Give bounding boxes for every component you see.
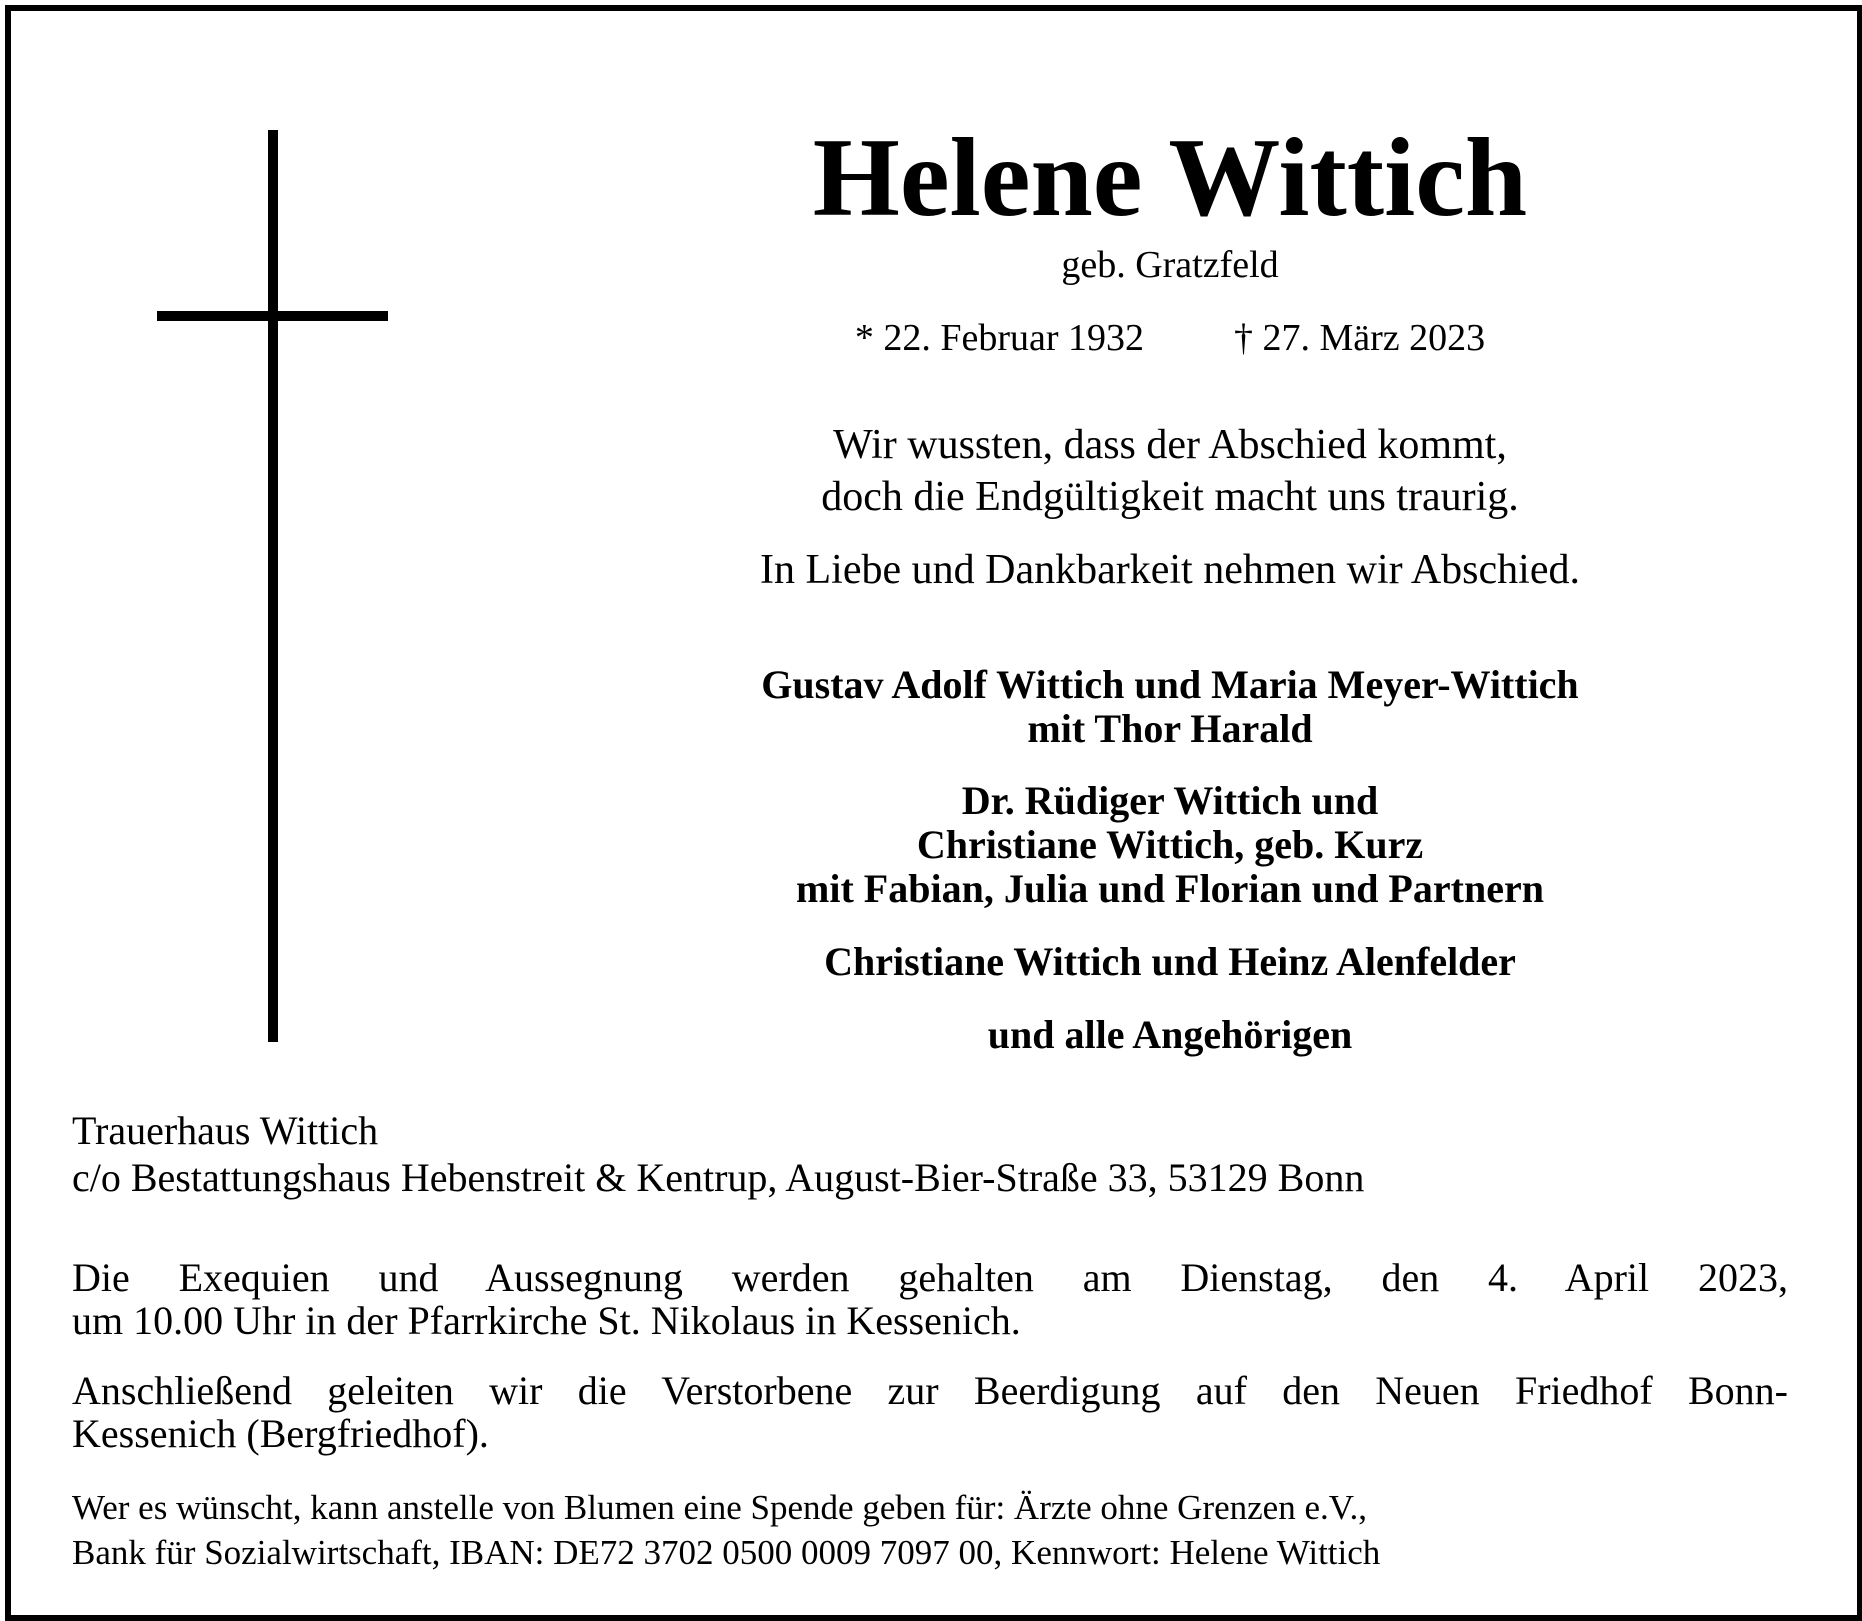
- cross-icon: [268, 130, 278, 1042]
- burial-info: [72, 1369, 1788, 1455]
- service-line: um 10.00 Uhr in der Pfarrkirche St. Nikolaus in Kessenich.: [72, 1298, 1021, 1343]
- burial-line: Anschließend geleiten wir die Verstorbene zur Beerdigung auf den Neuen Friedhof Bonn-: [72, 1368, 1788, 1413]
- mourner-line: Dr. Rüdiger Wittich und: [961, 778, 1379, 823]
- farewell-line: In Liebe und Dankbarkeit nehmen wir Abschied.: [760, 547, 1580, 593]
- mourner-line: und alle Angehörigen: [987, 1012, 1353, 1057]
- mourner-group: [590, 940, 1750, 984]
- verse-line: Wir wussten, dass der Abschied kommt,: [833, 422, 1507, 468]
- funeral-service-info: [72, 1256, 1788, 1342]
- mourner-line: Christiane Wittich, geb. Kurz: [916, 822, 1424, 867]
- mourner-group: [590, 779, 1750, 911]
- donation-line: Bank für Sozialwirtschaft, IBAN: DE72 3702 0500 0009 7097 00, Kennwort: Helene Wittich: [72, 1533, 1381, 1572]
- mourner-line: mit Fabian, Julia und Florian und Partnern: [796, 866, 1544, 911]
- verse: [590, 419, 1750, 523]
- donation-line: Wer es wünscht, kann anstelle von Blumen eine Spende geben für: Ärzte ohne Grenzen e.V.,: [72, 1488, 1368, 1527]
- mourner-line: Christiane Wittich und Heinz Alenfelder: [824, 939, 1516, 984]
- life-dates: [590, 316, 1750, 360]
- mourner-group: [590, 663, 1750, 751]
- address-line: Trauerhaus Wittich: [72, 1108, 379, 1153]
- mourner-group: [590, 1013, 1750, 1057]
- service-line: Die Exequien und Aussegnung werden gehalten am Dienstag, den 4. April 2023,: [72, 1255, 1788, 1300]
- cross-icon-bar: [157, 311, 388, 321]
- address-line: c/o Bestattungshaus Hebenstreit & Kentrup, August-Bier-Straße 33, 53129 Bonn: [72, 1155, 1365, 1200]
- burial-line: Kessenich (Bergfriedhof).: [72, 1411, 489, 1456]
- deceased-name: Helene Wittich: [812, 116, 1528, 240]
- mourning-house-address: [72, 1107, 1788, 1201]
- mourner-line: mit Thor Harald: [1027, 706, 1313, 751]
- death-date: † 27. März 2023: [1234, 317, 1486, 359]
- donation-info: [72, 1485, 1788, 1575]
- maiden-name: geb. Gratzfeld: [1061, 244, 1279, 286]
- mourner-line: Gustav Adolf Wittich und Maria Meyer-Wittich: [761, 662, 1579, 707]
- birth-date: * 22. Februar 1932: [854, 317, 1144, 359]
- verse-line: doch die Endgültigkeit macht uns traurig.: [821, 474, 1519, 520]
